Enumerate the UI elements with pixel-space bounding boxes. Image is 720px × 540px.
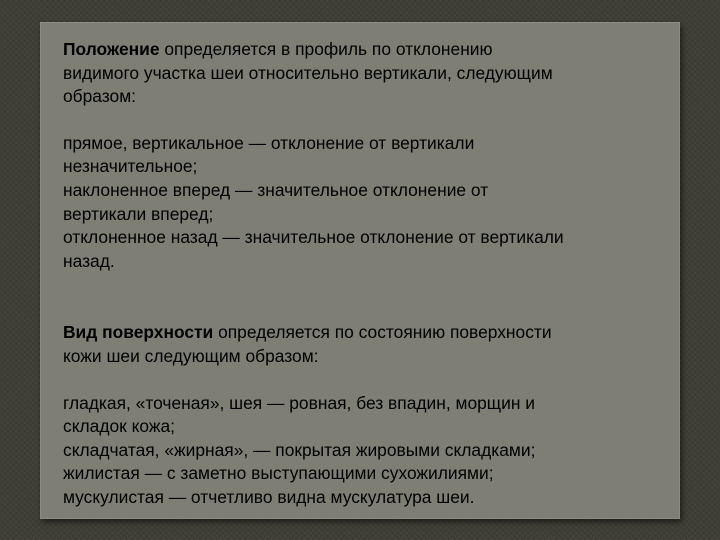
surface-term: Вид поверхности	[63, 322, 214, 343]
surface-item-line-1: гладкая, «точеная», шея — ровная, без впадин, морщин и	[63, 392, 535, 413]
position-item-line-2: незначительное;	[63, 156, 198, 177]
position-intro	[63, 38, 661, 109]
position-item-line-5: отклоненное назад — значительное отклонение от вертикали	[63, 227, 564, 248]
spacer	[63, 273, 661, 321]
content-panel	[40, 22, 680, 519]
position-item-line-3: наклоненное вперед — значительное отклонение от	[63, 179, 489, 200]
position-intro-line-1	[63, 38, 661, 62]
surface-intro-text-1: определяется по состоянию поверхности	[213, 322, 552, 343]
spacer	[63, 109, 661, 132]
surface-intro	[63, 321, 661, 368]
position-intro-text-1: определяется в профиль по отклонению	[159, 39, 493, 59]
surface-item-line-4: жилистая — с заметно выступающими сухожилиями;	[63, 463, 494, 484]
spacer	[63, 369, 661, 392]
surface-items	[63, 392, 661, 510]
position-item-line-4: вертикали вперед;	[63, 203, 214, 224]
position-intro-line-2: видимого участка шеи относительно вертикали, следующим	[63, 62, 553, 83]
surface-intro-line-1	[63, 321, 661, 345]
surface-item-line-3: складчатая, «жирная», — покрытая жировыми складками;	[63, 439, 536, 460]
surface-intro-line-2: кожи шеи следующим образом:	[63, 345, 319, 366]
position-items	[63, 132, 661, 274]
position-item-line-6: назад.	[63, 250, 115, 271]
position-item-line-1: прямое, вертикальное — отклонение от вертикали	[63, 132, 475, 153]
surface-item-line-2: складок кожа;	[63, 416, 175, 437]
position-term: Положение	[63, 39, 160, 59]
surface-item-line-5: мускулистая — отчетливо видна мускулатура шеи.	[63, 486, 475, 507]
position-intro-line-3: образом:	[63, 86, 137, 107]
